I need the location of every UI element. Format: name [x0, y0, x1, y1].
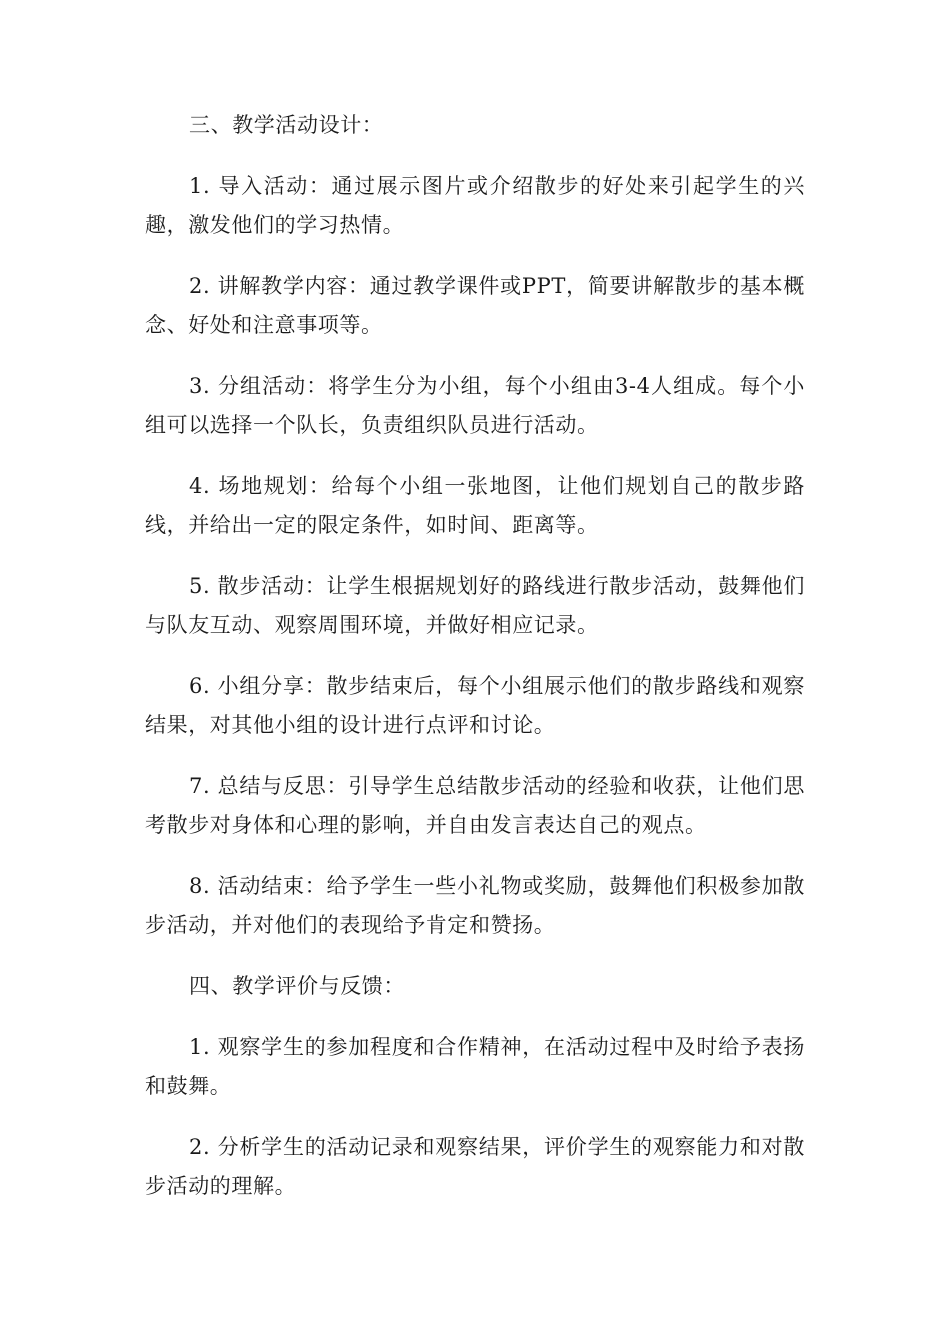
- section-heading-teaching-activities: 三、教学活动设计：: [189, 113, 384, 137]
- activity-item-1: 1. 导入活动：通过展示图片或介绍散步的好处来引起学生的兴趣，激发他们的学习热情。: [145, 174, 805, 237]
- activity-item-4: 4. 场地规划：给每个小组一张地图，让他们规划自己的散步路线，并给出一定的限定条件，如时间、距离等。: [145, 474, 805, 537]
- activity-item-3: 3. 分组活动：将学生分为小组，每个小组由3-4人组成。每个小组可以选择一个队长，负责组织队员进行活动。: [145, 374, 805, 437]
- document-page: [145, 106, 805, 1228]
- activity-item-7: 7. 总结与反思：引导学生总结散步活动的经验和收获，让他们思考散步对身体和心理的影响，并自由发言表达自己的观点。: [145, 774, 805, 837]
- activity-item-5: 5. 散步活动：让学生根据规划好的路线进行散步活动，鼓舞他们与队友互动、观察周围环境，并做好相应记录。: [145, 574, 805, 637]
- activity-item-6: 6. 小组分享：散步结束后，每个小组展示他们的散步路线和观察结果，对其他小组的设计进行点评和讨论。: [145, 674, 805, 737]
- evaluation-item-2: 2. 分析学生的活动记录和观察结果，评价学生的观察能力和对散步活动的理解。: [145, 1135, 805, 1198]
- evaluation-item-1: 1. 观察学生的参加程度和合作精神，在活动过程中及时给予表扬和鼓舞。: [145, 1035, 805, 1098]
- activity-item-8: 8. 活动结束：给予学生一些小礼物或奖励，鼓舞他们积极参加散步活动，并对他们的表现给予肯定和赞扬。: [145, 874, 805, 937]
- activity-item-2: 2. 讲解教学内容：通过教学课件或PPT，简要讲解散步的基本概念、好处和注意事项等。: [145, 274, 805, 337]
- section-heading-evaluation-feedback: 四、教学评价与反馈：: [189, 974, 405, 998]
